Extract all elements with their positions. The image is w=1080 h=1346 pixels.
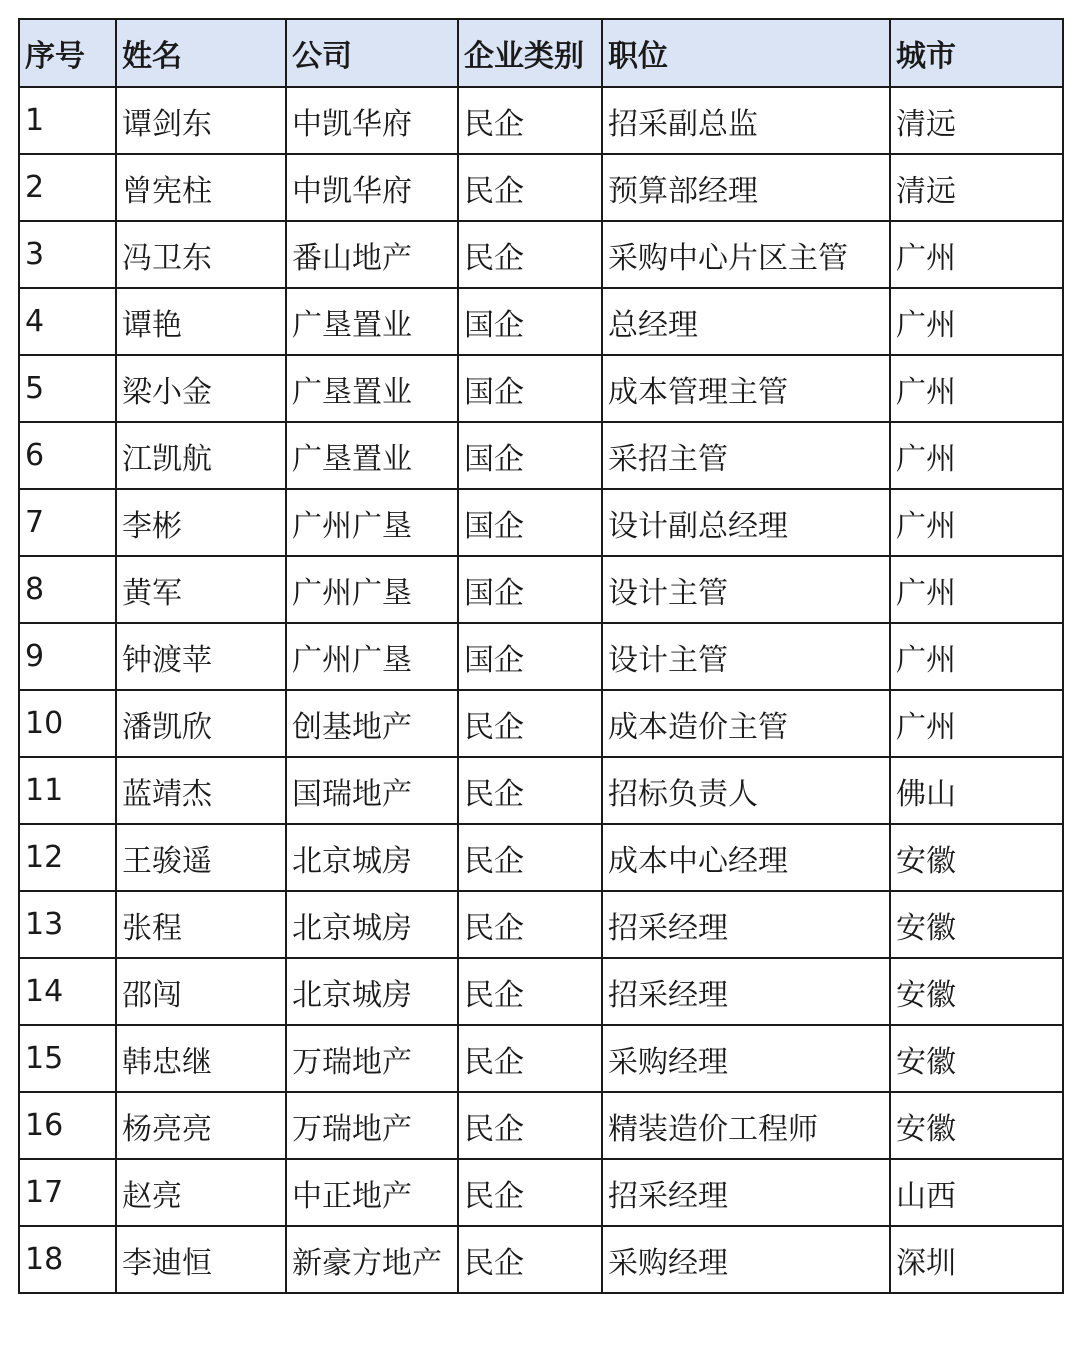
cell-position: 招采经理 (602, 958, 890, 1025)
cell-city: 广州 (890, 489, 1063, 556)
cell-position: 招采经理 (602, 1159, 890, 1226)
cell-index: 3 (19, 221, 116, 288)
cell-name: 张程 (116, 891, 286, 958)
table-row (19, 958, 1063, 1025)
cell-name: 王骏遥 (116, 824, 286, 891)
cell-index: 2 (19, 154, 116, 221)
cell-position: 采购经理 (602, 1025, 890, 1092)
cell-company: 广垦置业 (286, 288, 458, 355)
cell-position: 成本造价主管 (602, 690, 890, 757)
cell-company: 北京城房 (286, 824, 458, 891)
cell-name: 谭艳 (116, 288, 286, 355)
table-row (19, 221, 1063, 288)
cell-company: 广州广垦 (286, 623, 458, 690)
cell-city: 安徽 (890, 824, 1063, 891)
cell-enterprise-type: 民企 (458, 221, 602, 288)
cell-enterprise-type: 民企 (458, 891, 602, 958)
cell-enterprise-type: 民企 (458, 690, 602, 757)
cell-index: 5 (19, 355, 116, 422)
cell-index: 6 (19, 422, 116, 489)
cell-city: 佛山 (890, 757, 1063, 824)
cell-company: 万瑞地产 (286, 1025, 458, 1092)
cell-city: 安徽 (890, 891, 1063, 958)
cell-index: 9 (19, 623, 116, 690)
cell-company: 北京城房 (286, 891, 458, 958)
cell-index: 14 (19, 958, 116, 1025)
cell-company: 新豪方地产 (286, 1226, 458, 1293)
table-row (19, 623, 1063, 690)
cell-index: 17 (19, 1159, 116, 1226)
cell-company: 广垦置业 (286, 422, 458, 489)
header-company: 公司 (286, 19, 458, 87)
table-row (19, 1025, 1063, 1092)
cell-index: 11 (19, 757, 116, 824)
cell-company: 中凯华府 (286, 154, 458, 221)
cell-city: 安徽 (890, 1025, 1063, 1092)
cell-company: 广州广垦 (286, 489, 458, 556)
cell-index: 4 (19, 288, 116, 355)
cell-city: 清远 (890, 154, 1063, 221)
cell-name: 赵亮 (116, 1159, 286, 1226)
cell-position: 采购中心片区主管 (602, 221, 890, 288)
cell-city: 广州 (890, 690, 1063, 757)
cell-position: 成本中心经理 (602, 824, 890, 891)
header-position: 职位 (602, 19, 890, 87)
cell-name: 冯卫东 (116, 221, 286, 288)
table-row (19, 757, 1063, 824)
cell-name: 江凯航 (116, 422, 286, 489)
cell-position: 总经理 (602, 288, 890, 355)
table-row (19, 489, 1063, 556)
cell-name: 谭剑东 (116, 87, 286, 154)
table-row (19, 891, 1063, 958)
cell-position: 招标负责人 (602, 757, 890, 824)
table-row (19, 288, 1063, 355)
cell-company: 万瑞地产 (286, 1092, 458, 1159)
table-row (19, 1092, 1063, 1159)
cell-enterprise-type: 民企 (458, 958, 602, 1025)
cell-enterprise-type: 国企 (458, 556, 602, 623)
cell-city: 广州 (890, 422, 1063, 489)
cell-name: 李迪恒 (116, 1226, 286, 1293)
table-row (19, 824, 1063, 891)
cell-name: 邵闯 (116, 958, 286, 1025)
cell-name: 杨亮亮 (116, 1092, 286, 1159)
cell-company: 创基地产 (286, 690, 458, 757)
table-row (19, 355, 1063, 422)
cell-position: 设计主管 (602, 623, 890, 690)
cell-city: 广州 (890, 623, 1063, 690)
cell-position: 精装造价工程师 (602, 1092, 890, 1159)
cell-name: 黄军 (116, 556, 286, 623)
contacts-table-container (18, 18, 1062, 1294)
cell-enterprise-type: 民企 (458, 757, 602, 824)
cell-company: 国瑞地产 (286, 757, 458, 824)
cell-position: 成本管理主管 (602, 355, 890, 422)
cell-city: 深圳 (890, 1226, 1063, 1293)
header-enterprise-type: 企业类别 (458, 19, 602, 87)
cell-company: 广州广垦 (286, 556, 458, 623)
cell-city: 广州 (890, 221, 1063, 288)
table-row (19, 556, 1063, 623)
cell-company: 中凯华府 (286, 87, 458, 154)
cell-enterprise-type: 国企 (458, 288, 602, 355)
cell-index: 10 (19, 690, 116, 757)
table-row (19, 1159, 1063, 1226)
table-body (19, 87, 1063, 1293)
cell-enterprise-type: 国企 (458, 623, 602, 690)
cell-name: 钟渡苹 (116, 623, 286, 690)
cell-enterprise-type: 国企 (458, 355, 602, 422)
cell-index: 18 (19, 1226, 116, 1293)
cell-index: 15 (19, 1025, 116, 1092)
header-index: 序号 (19, 19, 116, 87)
cell-city: 安徽 (890, 1092, 1063, 1159)
cell-city: 山西 (890, 1159, 1063, 1226)
cell-city: 安徽 (890, 958, 1063, 1025)
cell-position: 采购经理 (602, 1226, 890, 1293)
cell-company: 番山地产 (286, 221, 458, 288)
cell-position: 采招主管 (602, 422, 890, 489)
cell-name: 曾宪柱 (116, 154, 286, 221)
cell-name: 潘凯欣 (116, 690, 286, 757)
cell-index: 8 (19, 556, 116, 623)
cell-name: 韩忠继 (116, 1025, 286, 1092)
cell-company: 广垦置业 (286, 355, 458, 422)
cell-city: 清远 (890, 87, 1063, 154)
cell-city: 广州 (890, 355, 1063, 422)
cell-position: 设计副总经理 (602, 489, 890, 556)
table-row (19, 690, 1063, 757)
cell-company: 中正地产 (286, 1159, 458, 1226)
header-name: 姓名 (116, 19, 286, 87)
cell-position: 招采经理 (602, 891, 890, 958)
cell-enterprise-type: 国企 (458, 422, 602, 489)
cell-enterprise-type: 民企 (458, 1159, 602, 1226)
cell-index: 12 (19, 824, 116, 891)
table-row (19, 422, 1063, 489)
table-row (19, 87, 1063, 154)
cell-position: 招采副总监 (602, 87, 890, 154)
cell-index: 13 (19, 891, 116, 958)
cell-enterprise-type: 国企 (458, 489, 602, 556)
cell-enterprise-type: 民企 (458, 824, 602, 891)
header-city: 城市 (890, 19, 1063, 87)
cell-enterprise-type: 民企 (458, 1092, 602, 1159)
cell-city: 广州 (890, 556, 1063, 623)
cell-city: 广州 (890, 288, 1063, 355)
cell-index: 1 (19, 87, 116, 154)
cell-name: 蓝靖杰 (116, 757, 286, 824)
contacts-table (18, 18, 1064, 1294)
cell-enterprise-type: 民企 (458, 1025, 602, 1092)
cell-name: 梁小金 (116, 355, 286, 422)
cell-position: 预算部经理 (602, 154, 890, 221)
table-row (19, 154, 1063, 221)
table-header-row (19, 19, 1063, 87)
cell-position: 设计主管 (602, 556, 890, 623)
cell-name: 李彬 (116, 489, 286, 556)
cell-enterprise-type: 民企 (458, 87, 602, 154)
cell-company: 北京城房 (286, 958, 458, 1025)
cell-index: 16 (19, 1092, 116, 1159)
cell-enterprise-type: 民企 (458, 154, 602, 221)
table-row (19, 1226, 1063, 1293)
cell-enterprise-type: 民企 (458, 1226, 602, 1293)
cell-index: 7 (19, 489, 116, 556)
